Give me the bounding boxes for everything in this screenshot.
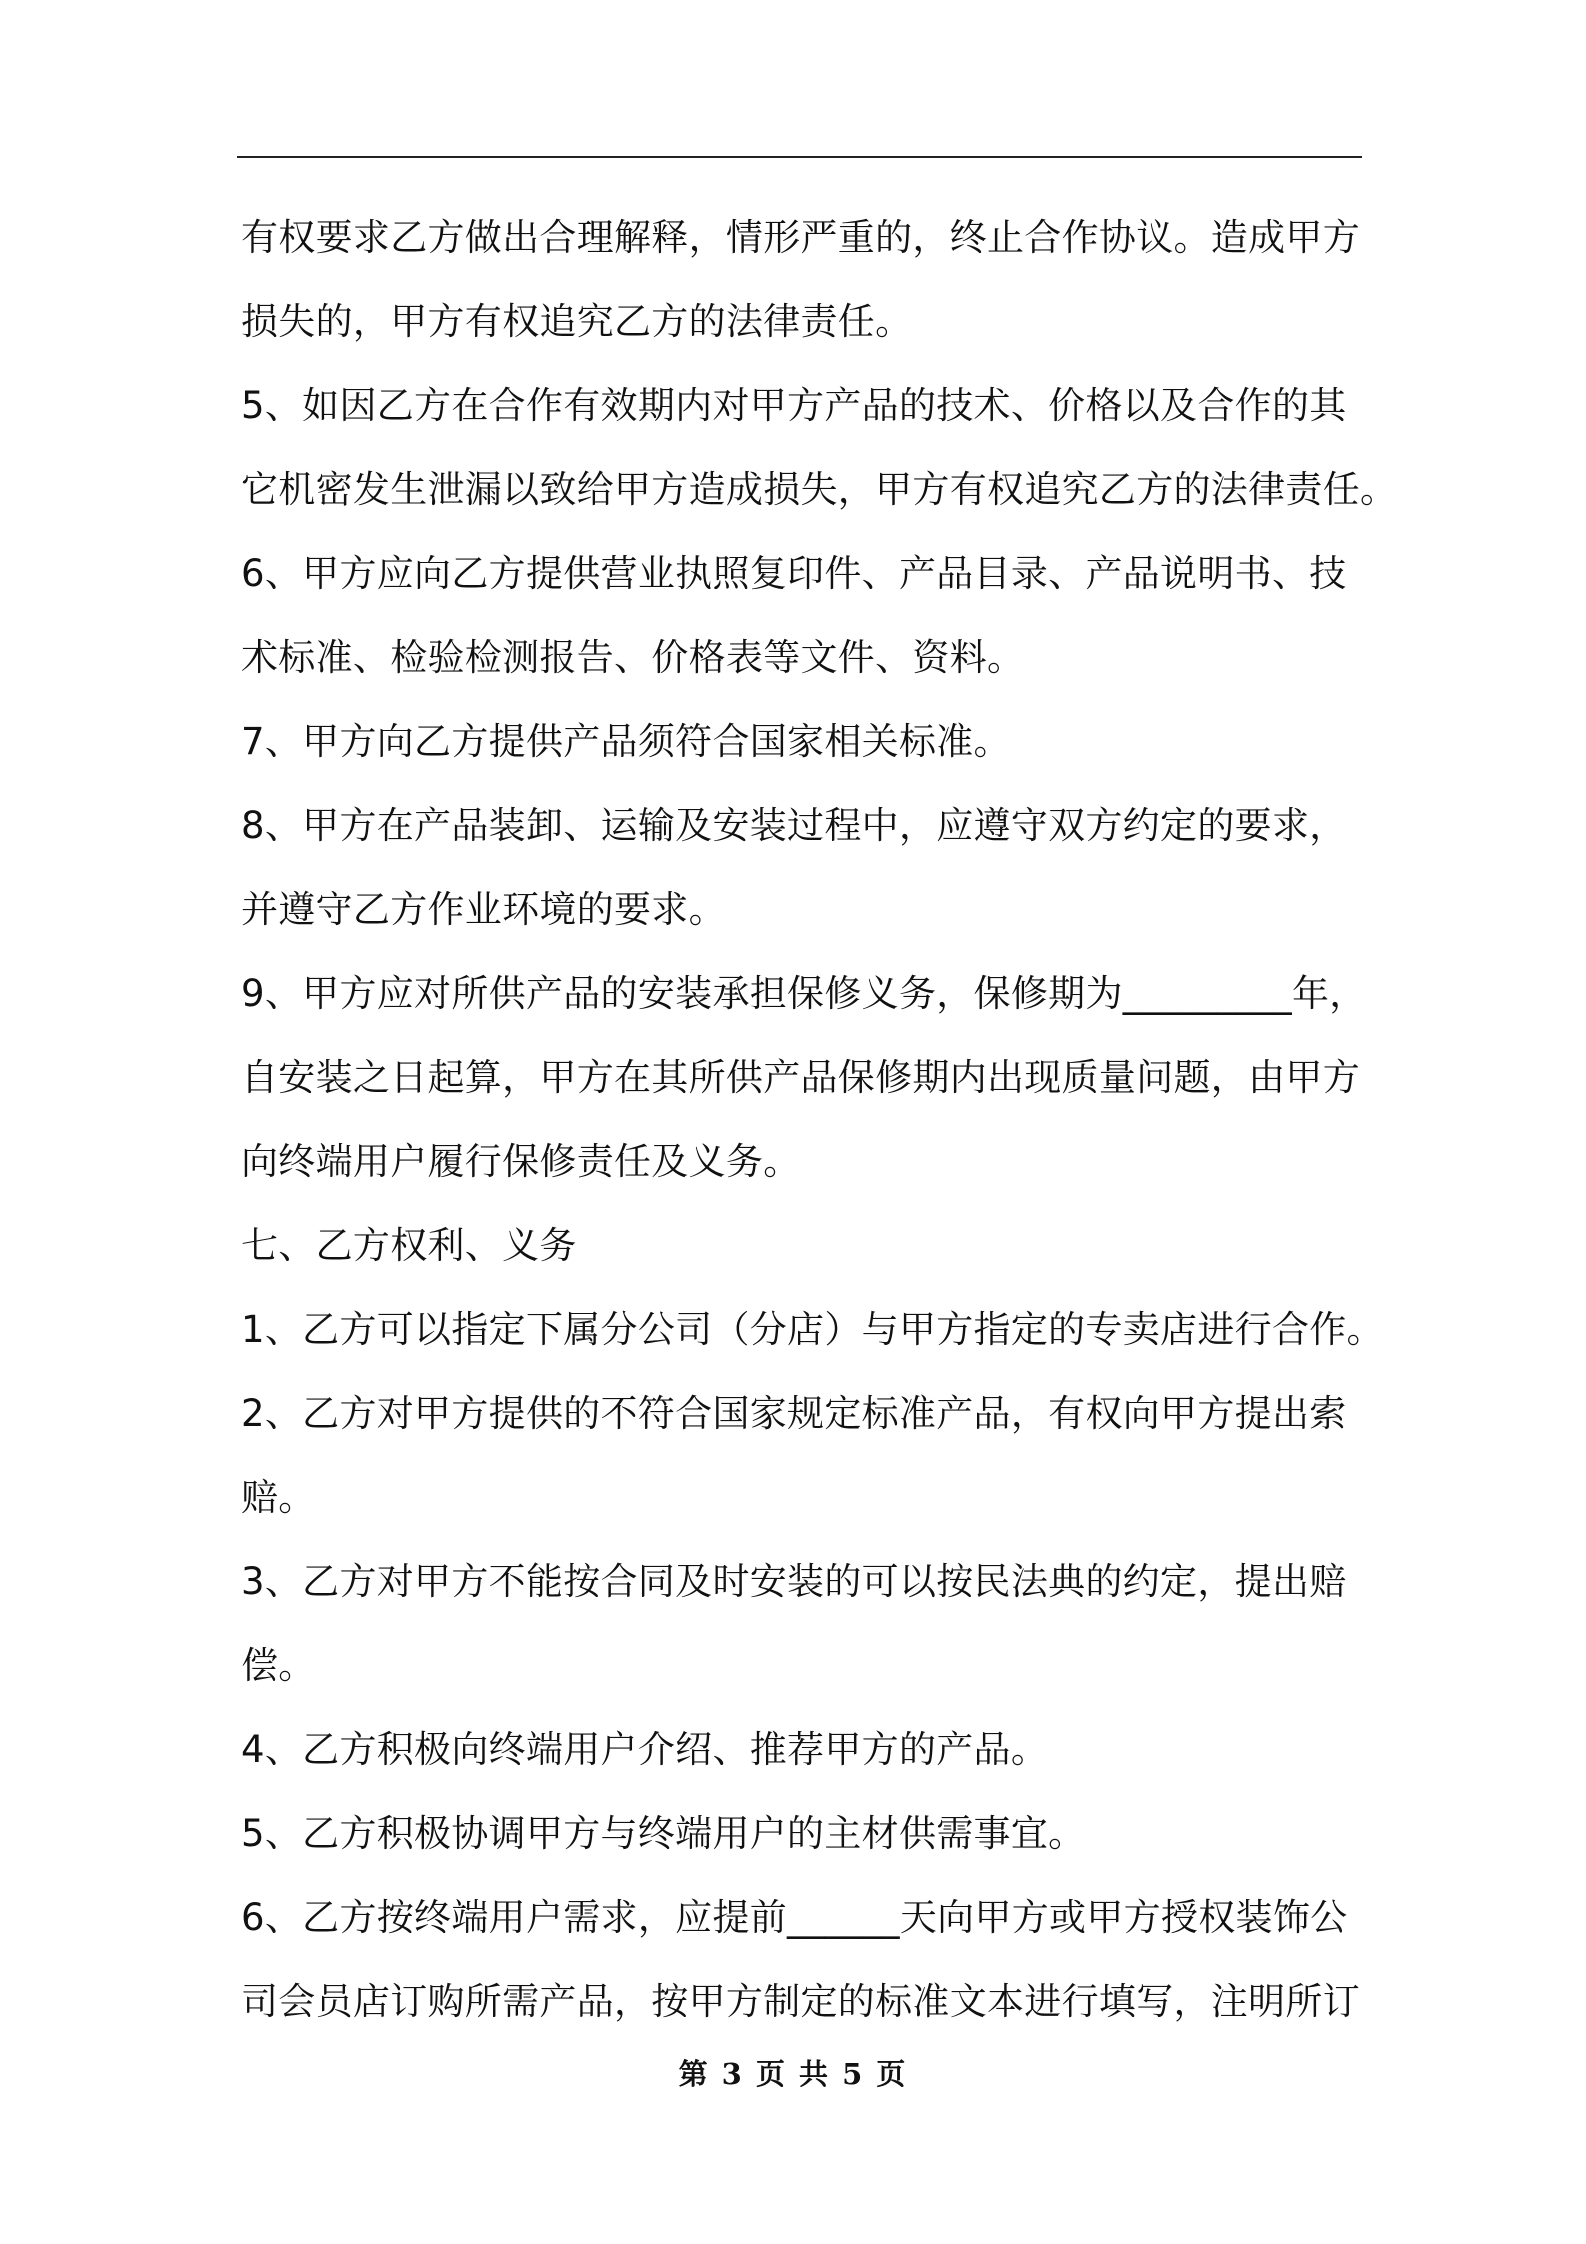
page-number-footer: 第 3 页 共 5 页 <box>678 2057 908 2091</box>
text-line: 3、乙方对甲方不能按合同及时安装的可以按民法典的约定，提出赔 <box>241 1560 1347 1603</box>
text-line: 7、甲方向乙方提供产品须符合国家相关标准。 <box>241 720 1011 763</box>
text-line: 有权要求乙方做出合理解释，情形严重的，终止合作协议。造成甲方 <box>241 216 1360 259</box>
text-line: 5、如因乙方在合作有效期内对甲方产品的技术、价格以及合作的其 <box>241 384 1347 427</box>
text-line: 术标准、检验检测报告、价格表等文件、资料。 <box>241 636 1025 679</box>
section-heading: 七、乙方权利、义务 <box>241 1224 577 1267</box>
text-line: 损失的，甲方有权追究乙方的法律责任。 <box>241 300 913 343</box>
text-line: 6、乙方按终端用户需求，应提前______天向甲方或甲方授权装饰公 <box>241 1896 1348 1939</box>
text-line: 并遵守乙方作业环境的要求。 <box>241 888 726 931</box>
text-line: 它机密发生泄漏以致给甲方造成损失，甲方有权追究乙方的法律责任。 <box>241 468 1398 511</box>
text-line: 8、甲方在产品装卸、运输及安装过程中，应遵守双方约定的要求， <box>241 804 1347 847</box>
text-line: 1、乙方可以指定下属分公司（分店）与甲方指定的专卖店进行合作。 <box>241 1308 1384 1351</box>
header-rule <box>237 156 1362 158</box>
text-line: 9、甲方应对所供产品的安装承担保修义务，保修期为_________年， <box>241 972 1367 1015</box>
text-line: 赔。 <box>241 1476 316 1519</box>
text-line: 向终端用户履行保修责任及义务。 <box>241 1140 801 1183</box>
text-line: 自安装之日起算，甲方在其所供产品保修期内出现质量问题，由甲方 <box>241 1056 1360 1099</box>
text-line: 司会员店订购所需产品，按甲方制定的标准文本进行填写，注明所订 <box>241 1980 1360 2023</box>
text-line: 偿。 <box>241 1644 316 1687</box>
text-line: 2、乙方对甲方提供的不符合国家规定标准产品，有权向甲方提出索 <box>241 1392 1347 1435</box>
text-line: 5、乙方积极协调甲方与终端用户的主材供需事宜。 <box>241 1812 1086 1855</box>
text-line: 4、乙方积极向终端用户介绍、推荐甲方的产品。 <box>241 1728 1049 1771</box>
body-text <box>241 196 1398 2044</box>
text-line: 6、甲方应向乙方提供营业执照复印件、产品目录、产品说明书、技 <box>241 552 1347 595</box>
